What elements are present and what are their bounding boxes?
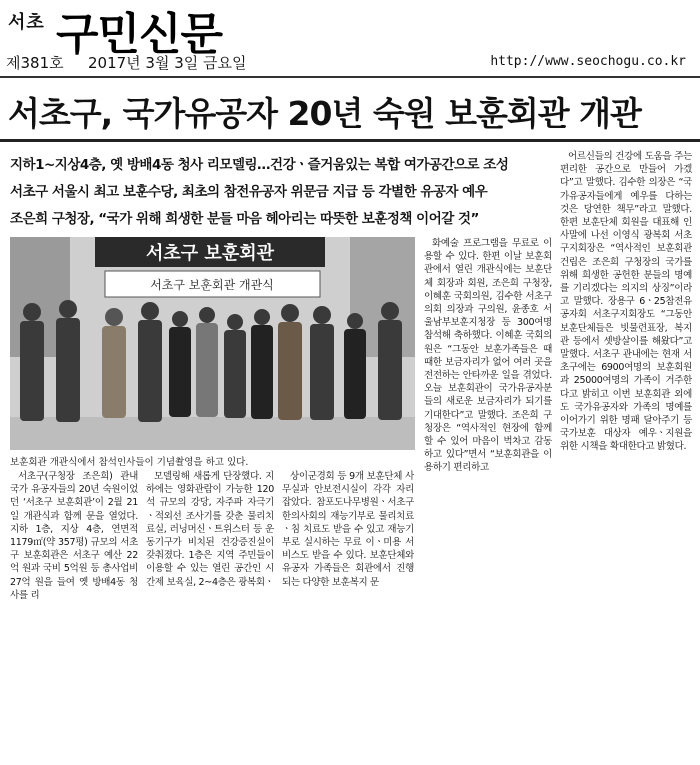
subhead-2: 서초구 서울시 최고 보훈수당, 최초의 참전유공자 위문금 지급 등 각별한 유공자 예우 <box>10 184 488 200</box>
article-column-5 <box>560 150 692 755</box>
column-3-text: 상이군경회 등 9개 보훈단체 사무실과 안보전시실이 각각 자리잡았다. 참포도나무병원ㆍ서초구한의사회의 재능기부로 물리치료ㆍ침 치료도 받을 수 있고 재능기부로 실시하는 무료 이ㆍ미용 서비스도 받을 수 있다. 보훈단체와 유공자 가족들은 회관에서 진행되는 다양한 보훈복지 문 <box>282 471 414 588</box>
article-photo <box>10 237 415 450</box>
column-2-text: 모델링해 새롭게 단장했다. 지하에는 영화관람이 가능한 120석 규모의 강당, 자주파 자극기ㆍ적외선 조사기를 갖춘 물리치료실, 러닝머신ㆍ트위스터 등 운동기구가 비치된 건강증진실이 갖춰졌다. 1층은 지역 주민들이 이용할 수 있는 열린 공간인 시간제 보육실, 2~4층은 광복회ㆍ <box>146 471 274 588</box>
article-column-2 <box>146 470 274 755</box>
subhead-1: 지하1~지상4층, 옛 방배4동 청사 리모델링…건강ㆍ즐거움있는 복합 여가공간으로 조성 <box>10 157 509 173</box>
column-4-text: 화예술 프로그램을 무료로 이용할 수 있다. 한편 이날 보훈회관에서 열린 개관식에는 보훈단체 회장과 회원, 조은희 구청장, 이혜훈 국회의원, 김수한 서초구의회 의장과 구의원, 윤종호 서울남부보훈지청장 등 300여명 참석해 축하했다. 이혜훈 국회의원은 “그동안 보훈가족들은 때때한 보금자리가 없어 여러 곳을 전전하는 안타까운 일을 겪었다. 오늘 보훈회관이 국가유공자분들의 새로운 보금자리가 되기를 기대한다”고 말했다. 조은희 구청장은 “역사적인 현장에 함께할 수 있어 마음이 벅차고 감동하고 있다”면서 “보훈회관을 이용하기 편리하고 <box>424 238 552 474</box>
photo-caption: 보훈회관 개관식에서 참석인사들이 기념촬영을 하고 있다. <box>10 457 249 468</box>
masthead-prefix: 서초 <box>8 12 45 33</box>
issue-number: 제381호 <box>6 54 64 72</box>
article-column-1 <box>10 470 138 755</box>
website-url[interactable]: http://www.seochogu.co.kr <box>490 54 686 69</box>
article-column-3 <box>282 470 414 755</box>
column-5-text: 어르신들의 건강에 도움을 주는 편리한 공간으로 만들어 가겠다”고 말했다. 김수한 의장은 “국가유공자들에게 예우를 다하는 것은 당연한 책무”라고 말했다. 한편 보훈단체 회원을 대표해 인사말에 나선 이영식 광복회 서초구지회장은 “역사적인 보훈회관 건립은 조은희 구청장의 국가를 위해 희생한 공헌한 분들의 명예를 기리겠다는 의지의 상징”이라고 말했다. 장용구 6ㆍ25참전유공자회 서초구지회장도 “그동안 보훈단체들은 빗물련표장, 복지관 등에서 셋방살이를 해왔다”고 말했다. 서초구 관내에는 현재 서초구에는 6900여명의 보훈회원과 25000여명의 가족이 거주한다고 밝히고 이번 보훈회관 외에도 국가유공자와 가족의 명예를 이어가기 위한 명패 달아주기 등 국가보훈 대상자 예우ㆍ지원을 위한 시책을 확대한다고 밝혔다. <box>560 151 692 453</box>
article-headline: 서초구, 국가유공자 20년 숙원 보훈회관 개관 <box>8 94 641 133</box>
ceremony-banner: 서초구 보훈회관 개관식 <box>150 278 274 292</box>
newspaper-logo: 구민신문 <box>56 9 223 60</box>
article-column-4 <box>424 237 552 755</box>
issue-date: 2017년 3월 3일 금요일 <box>88 54 247 72</box>
issue-bar <box>0 46 700 78</box>
subhead-3: 조은희 구청장, “국가 위해 희생한 분들 마음 헤아리는 따뜻한 보훈정책 이어갈 것” <box>10 211 479 227</box>
headline-divider <box>0 139 700 142</box>
group-photo-illustration <box>10 237 415 450</box>
masthead <box>0 0 700 82</box>
building-sign: 서초구 보훈회관 <box>146 243 274 264</box>
column-1-text: 서초구(구청장 조은희) 관내 국가 유공자들의 20년 숙원이었던 ‘서초구 보훈회관’이 2월 21일 개관식과 함께 문을 열었다. 지하 1층, 지상 4층, 연면적 1179㎡(약 357평) 규모의 서초구 보훈회관은 서초구 예산 22억 원과 국비 5억원 등 총사업비 27억 원을 들여 옛 방배4동 청사를 리 <box>10 471 138 601</box>
